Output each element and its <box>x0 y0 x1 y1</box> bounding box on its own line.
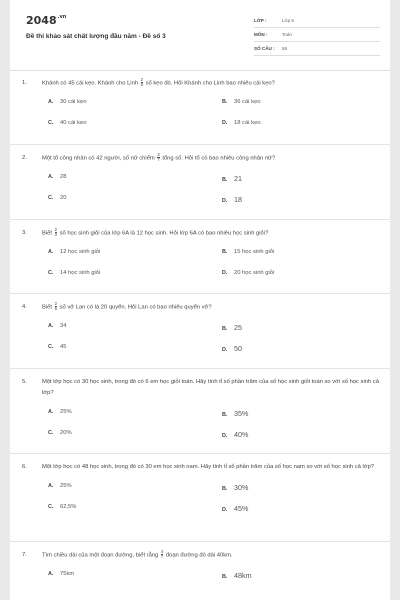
question-text <box>22 78 382 89</box>
question-text <box>22 377 382 399</box>
answer-text: 34 <box>60 323 67 330</box>
fraction <box>141 78 143 88</box>
question-text <box>22 153 382 164</box>
fraction-denominator: 7 <box>157 157 160 163</box>
question-number: 5. <box>22 379 27 385</box>
answer-option[interactable] <box>48 571 74 577</box>
question-text-part: Tìm chiều dài của một đoạn đường, biết rằng <box>42 552 159 559</box>
exam-header <box>10 0 390 62</box>
fraction-numerator: 2 <box>140 77 144 82</box>
question-7 <box>22 550 382 583</box>
answer-letter: D. <box>222 433 228 439</box>
answer-option[interactable] <box>222 323 242 332</box>
answer-text: 40 cái kẹo <box>60 120 87 127</box>
question-number: 6. <box>22 464 27 470</box>
answer-options <box>22 239 382 287</box>
answer-option[interactable] <box>48 323 66 329</box>
answer-letter: A. <box>48 174 54 181</box>
answer-option[interactable] <box>222 270 274 276</box>
fraction-denominator: 5 <box>140 82 144 88</box>
question-text <box>22 550 382 561</box>
answer-letter: C. <box>48 270 54 277</box>
answer-option[interactable] <box>48 120 86 126</box>
answer-option[interactable] <box>222 195 242 204</box>
answer-options <box>22 561 382 583</box>
answer-text: 40% <box>234 430 249 439</box>
question-text-part: Khánh có 45 cái kẹo. Khánh cho Linh <box>42 80 139 87</box>
answer-text: 35% <box>234 409 249 418</box>
answer-letter: C. <box>48 195 54 202</box>
answer-option[interactable] <box>48 344 66 350</box>
meta-row-subject <box>254 28 380 42</box>
question-3 <box>22 228 382 287</box>
question-text-part: số học sinh giỏi của lớp 6A là 12 học sinh. Hỏi lớp 6A có bao nhiêu học sinh giỏi? <box>59 230 269 237</box>
answer-text: 30% <box>234 483 249 492</box>
header-divider <box>10 70 390 71</box>
fraction <box>55 228 57 238</box>
fraction-denominator: 3 <box>54 232 57 238</box>
answer-text: 21 <box>234 174 242 184</box>
answer-text: 18 <box>234 195 242 205</box>
answer-letter: D. <box>222 198 228 205</box>
answer-letter: D. <box>222 347 228 354</box>
question-number: 7. <box>22 552 27 558</box>
answer-option[interactable] <box>222 174 242 183</box>
answer-text: 45% <box>234 504 249 513</box>
answer-text: 75km <box>60 571 75 578</box>
question-body <box>42 78 382 89</box>
question-divider <box>10 541 390 542</box>
answer-text: 25% <box>60 483 72 489</box>
meta-row-question-count <box>254 42 380 56</box>
answer-option[interactable] <box>48 270 100 276</box>
meta-label: MÔN : <box>254 32 268 37</box>
question-text-part: Biết <box>42 230 52 237</box>
answer-letter: B. <box>222 326 228 333</box>
fraction <box>157 153 159 163</box>
question-1 <box>22 78 382 137</box>
question-2 <box>22 153 382 212</box>
answer-text: 50 <box>234 344 242 354</box>
question-text-part: đoạn đường đó dài 40km. <box>165 552 233 559</box>
answer-letter: A. <box>48 323 54 330</box>
answer-letter: A. <box>48 571 54 578</box>
answer-text: 30 cái kẹo <box>60 99 87 106</box>
fraction-numerator: 2 <box>54 301 57 306</box>
question-body <box>42 153 382 164</box>
answer-option[interactable] <box>222 344 242 353</box>
answer-letter: A. <box>48 483 54 489</box>
fraction-numerator: 3 <box>157 152 160 157</box>
answer-letter: A. <box>48 409 54 415</box>
answer-option[interactable] <box>222 409 248 418</box>
answer-letter: A. <box>48 249 54 256</box>
answer-letter: C. <box>48 344 54 351</box>
answer-text: 25 <box>234 323 242 333</box>
answer-text: 20% <box>60 430 72 436</box>
answer-option[interactable] <box>48 504 76 510</box>
exam-page <box>10 0 390 600</box>
question-body <box>42 462 382 473</box>
answer-option[interactable] <box>48 195 66 201</box>
answer-option[interactable] <box>222 120 262 126</box>
answer-options <box>22 473 382 521</box>
site-logo[interactable]: $2048^{.vn}$ <box>26 14 67 27</box>
exam-title: Đề thi khảo sát chất lượng đầu năm - Đề số 3 <box>26 33 166 40</box>
answer-text: 20 học sinh giỏi <box>234 270 275 277</box>
meta-value: 58 <box>282 46 288 51</box>
question-body <box>42 377 382 399</box>
answer-options <box>22 164 382 212</box>
question-text-part: số vở Lan có là 20 quyển. Hỏi Lan có bao nhiêu quyển vở? <box>59 304 212 311</box>
answer-text: 45 <box>60 344 67 351</box>
exam-meta-table <box>254 14 380 56</box>
answer-option[interactable] <box>48 430 72 436</box>
answer-option[interactable] <box>48 99 86 105</box>
answer-text: 36 cái kẹo <box>234 99 261 106</box>
answer-options <box>22 89 382 137</box>
answer-text: 15 học sinh giỏi <box>234 249 275 256</box>
question-divider <box>10 453 390 454</box>
answer-letter: B. <box>222 99 228 106</box>
question-body <box>42 302 382 313</box>
answer-letter: B. <box>222 574 228 581</box>
answer-option[interactable] <box>222 483 248 492</box>
fraction <box>161 550 163 560</box>
answer-letter: C. <box>48 504 54 510</box>
answer-text: 14 học sinh giỏi <box>60 270 101 277</box>
answer-letter: B. <box>222 412 228 418</box>
meta-value: Lớp 6 <box>282 18 294 23</box>
question-number: 1. <box>22 80 27 86</box>
question-6 <box>22 462 382 521</box>
answer-option[interactable] <box>222 571 252 580</box>
fraction <box>55 302 57 312</box>
meta-row-class <box>254 14 380 28</box>
question-number: 3. <box>22 230 27 236</box>
answer-option[interactable] <box>48 249 100 255</box>
question-divider <box>10 368 390 369</box>
meta-value: Toán <box>282 32 292 37</box>
answer-option[interactable] <box>222 99 260 105</box>
question-divider <box>10 219 390 220</box>
question-text-part: số kẹo đó. Hỏi Khánh cho Linh bao nhiêu cái kẹo? <box>145 80 275 87</box>
fraction-denominator: 5 <box>54 306 57 312</box>
answer-text: 28 <box>60 174 67 181</box>
meta-label: LỚP : <box>254 18 267 23</box>
fraction-denominator: 7 <box>160 554 164 560</box>
answer-text: 20 <box>60 195 67 202</box>
answer-letter: C. <box>48 120 54 127</box>
answer-letter: B. <box>222 177 228 184</box>
fraction-numerator: 2 <box>54 227 57 232</box>
answer-text: 18 cái kẹo. <box>234 120 263 127</box>
question-text-part: Một tổ công nhân có 42 người, số nữ chiếm <box>42 155 155 162</box>
answer-letter: D. <box>222 120 228 127</box>
answer-letter: D. <box>222 507 228 513</box>
answer-text: 25% <box>60 409 72 415</box>
question-body <box>42 550 382 561</box>
question-number: 2. <box>22 155 27 161</box>
question-text-part: Một lớp học có 30 học sinh, trong đó có 6 em học giỏi toán. Hãy tính tỉ số phần trăm của số học sinh giỏi toán so với số học sinh cả lớp? <box>42 379 379 396</box>
answer-option[interactable] <box>222 430 248 439</box>
answer-text: 62,5% <box>60 504 77 510</box>
question-divider <box>10 144 390 145</box>
question-text <box>22 302 382 313</box>
answer-option[interactable] <box>222 504 248 513</box>
answer-letter: D. <box>222 270 228 277</box>
answer-option[interactable] <box>48 409 72 415</box>
answer-letter: C. <box>48 430 54 436</box>
question-5 <box>22 377 382 447</box>
answer-option[interactable] <box>48 174 66 180</box>
question-text <box>22 228 382 239</box>
answer-letter: B. <box>222 249 228 256</box>
question-number: 4. <box>22 304 27 310</box>
answer-option[interactable] <box>48 483 72 489</box>
answer-text: 12 học sinh giỏi <box>60 249 101 256</box>
answer-options <box>22 399 382 447</box>
meta-label: SỐ CÂU : <box>254 46 275 51</box>
question-text-part: Biết <box>42 304 52 311</box>
answer-option[interactable] <box>222 249 274 255</box>
question-text <box>22 462 382 473</box>
answer-letter: B. <box>222 486 228 492</box>
question-text-part: tổng số. Hỏi tổ có bao nhiêu công nhân nữ? <box>162 155 276 162</box>
question-body <box>42 228 382 239</box>
question-4 <box>22 302 382 361</box>
question-text-part: Một lớp học có 48 học sinh, trong đó có 30 em học sinh nam. Hãy tính tỉ số phần trăm của số học nam so với số học sinh cả lớp? <box>42 464 375 470</box>
answer-options <box>22 313 382 361</box>
question-divider <box>10 293 390 294</box>
fraction-numerator: 4 <box>160 549 164 554</box>
answer-text: 48km <box>234 571 252 581</box>
answer-letter: A. <box>48 99 54 106</box>
